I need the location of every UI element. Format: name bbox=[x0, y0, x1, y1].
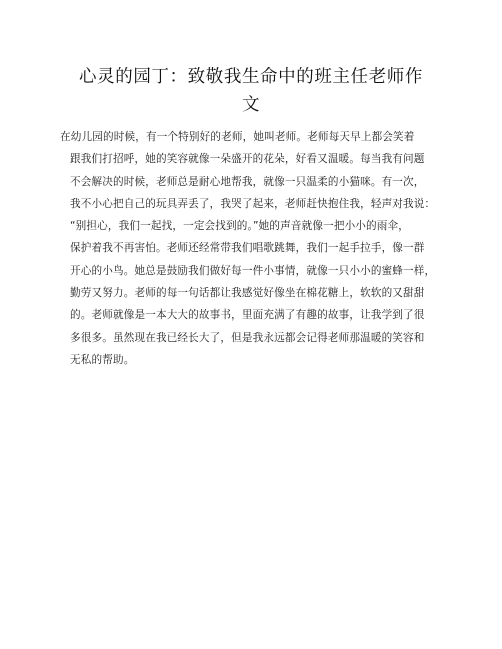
body-line: 的。老师就像是一本大大的故事书，里面充满了有趣的故事，让我学到了很 bbox=[70, 309, 425, 322]
body-line: 保护着我不再害怕。老师还经常带我们唱歌跳舞，我们一起手拉手，像一群 bbox=[70, 242, 425, 255]
body-line: 我不小心把自己的玩具弄丢了，我哭了起来，老师赶快抱住我，轻声对我说： bbox=[70, 197, 436, 210]
body-line: 多很多。虽然现在我已经长大了，但是我永远都会记得老师那温暖的笑容和 bbox=[70, 331, 425, 344]
body-line: 开心的小鸟。她总是鼓励我们做好每一件小事情，就像一只小小的蜜蜂一样， bbox=[70, 264, 436, 277]
title-line-1: 心灵的园丁：致敬我生命中的班主任老师作 bbox=[79, 67, 423, 87]
document-body bbox=[60, 126, 445, 371]
body-line: 跟我们打招呼，她的笑容就像一朵盛开的花朵，好看又温暖。每当我有问题 bbox=[70, 153, 425, 166]
body-line: 无私的帮助。 bbox=[70, 353, 135, 366]
body-line: “别担心，我们一起找，一定会找到的。”她的声音就像一把小小的雨伞， bbox=[70, 220, 410, 233]
body-line: 不会解决的时候，老师总是耐心地帮我，就像一只温柔的小猫咪。有一次， bbox=[70, 175, 425, 188]
body-line: 在幼儿园的时候，有一个特别好的老师，她叫老师。老师每天早上都会笑着 bbox=[60, 131, 415, 143]
title-line-2: 文 bbox=[241, 95, 261, 115]
document-title bbox=[60, 63, 442, 119]
body-line: 勤劳又努力。老师的每一句话都让我感觉好像坐在棉花糖上，软软的又甜甜 bbox=[70, 287, 425, 300]
